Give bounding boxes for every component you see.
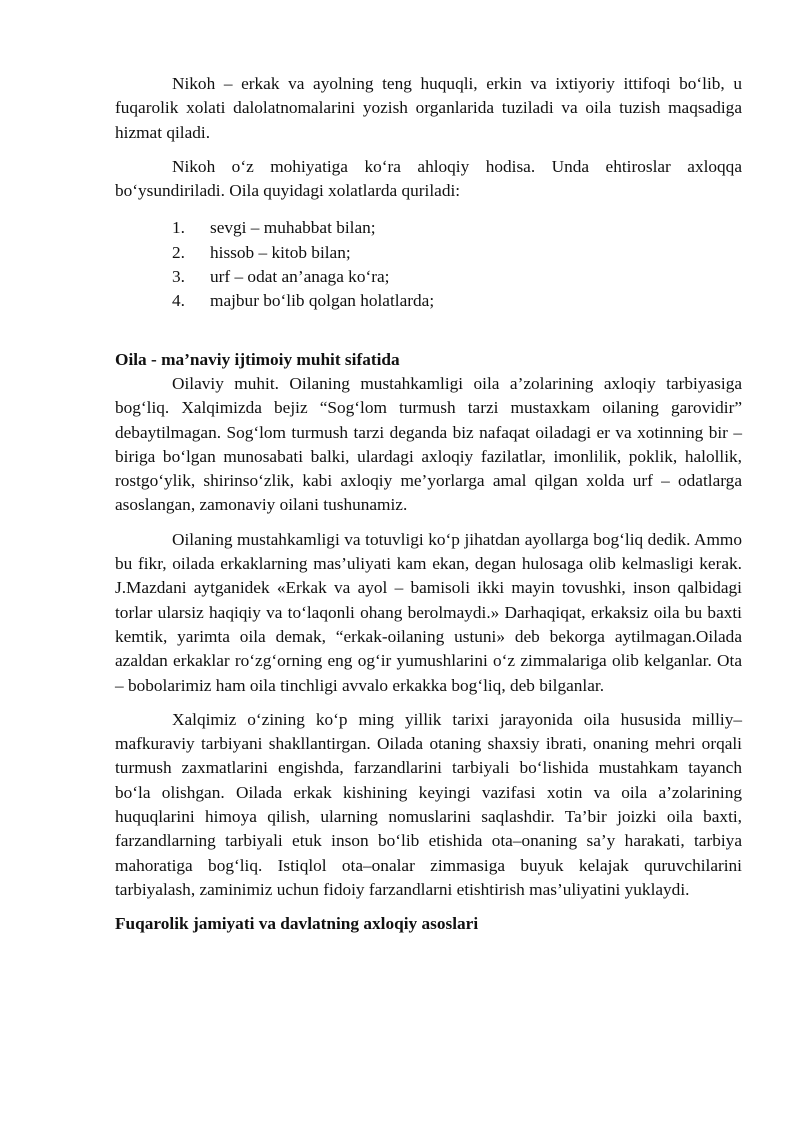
list-item: 2. hissob – kitob bilan; (172, 242, 351, 262)
paragraph-nikoh-definition: Nikoh – erkak va ayolning teng huquqli, erkin va ixtiyoriy ittifoqi bo‘lib, u fuqarolik xolati dalolatnomalarini yozish organlarida tuziladi va oila tuzish maqsadiga hizmat qiladi. (115, 74, 742, 142)
paragraph-oilaviy-muhit: Oilaviy muhit. Oilaning mustahkamligi oila a’zolarining axloqiy tarbiyasiga bog‘liq. Xalqimizda bejiz “Sog‘lom turmush tarzi mustaxkam oilaning garovidir” debaytilmagan. Sog‘lom turmush tarzi deganda biz nafaqat oiladagi er va xotinning bir – biriga bo‘lgan munosabati balki, ulardagi axloqiy fazilatlar, imonlilik, poklik, halollik, rostgo‘ylik, shirinso‘zlik, kabi axloqiy me’yorlarga amal qilgan xolda urf – odatlarga asoslangan, zamonaviy oilani tushunamiz. (115, 373, 742, 515)
paragraph-mustahkamlik: Oilaning mustahkamligi va totuvligi ko‘p jihatdan ayollarga bog‘liq dedik. Ammo bu fikr, oilada erkaklarning mas’uliyati kam ekan, degan hulosaga olib kelmasligi kerak. J.Mazdani aytganidek «Erkak va ayol – bamisoli ikki mayin tovushki, inson qalbidagi torlar ularsiz haqiqiy va to‘laqonli ohang berolmaydi.» Darhaqiqat, erkaksiz oila bu baxti kemtik, yarimta oila demak, “erkak-oilaning ustuni» deb bekorga aytilmagan.Oilada azaldan erkaklar ro‘zg‘orning eng og‘ir yumushlarini o‘z zimmalariga olib kelganlar. Ota – bobolarimiz ham oila tinchligi avvalo erkakka bog‘liq, deb bilganlar. (115, 529, 742, 695)
paragraph-xalqimiz: Xalqimiz o‘zining ko‘p ming yillik tarixi jarayonida oila hususida milliy–mafkuraviy tarbiyani shakllantirgan. Oilada otaning shaxsiy ibrati, onaning mehri orqali turmush zaxmatlarini engishda, farzandlarini tarbiyali bo‘lishida mustahkam tayanch bo‘la olishgan. Oilada erkak kishining keyingi vazifasi xotin va oila a’zolarining huquqlarini himoya qilish, ularning nomuslarini saqlashdir. Ta’bir joizki oila baxti, farzandlarning tarbiyali etuk inson bo‘lib etishida ota–onaning sa’y harakati, tarbiya mahoratiga bog‘liq. Istiqlol ota–onalar zimmasiga buyuk kelajak quruvchilarini tarbiyalash, zaminimiz uchun fidoiy farzandlarni etishtirish mas’uliyatini yuklaydi. (115, 709, 742, 899)
section-heading-fuqarolik: Fuqarolik jamiyati va davlatning axloqiy asoslari (115, 914, 479, 934)
list-item: 1. sevgi – muhabbat bilan; (172, 218, 376, 238)
reasons-list (115, 216, 742, 313)
list-item: 4. majbur bo‘lib qolgan holatlarda; (172, 291, 435, 311)
section-heading-oila: Oila - ma’naviy ijtimoiy muhit sifatida (115, 349, 400, 369)
paragraph-nikoh-essence: Nikoh o‘z mohiyatiga ko‘ra ahloqiy hodisa. Unda ehtiroslar axloqqa bo‘ysundiriladi. Oila quyidagi xolatlarda quriladi: (115, 156, 742, 201)
list-item: 3. urf – odat an’anaga ko‘ra; (172, 267, 390, 287)
